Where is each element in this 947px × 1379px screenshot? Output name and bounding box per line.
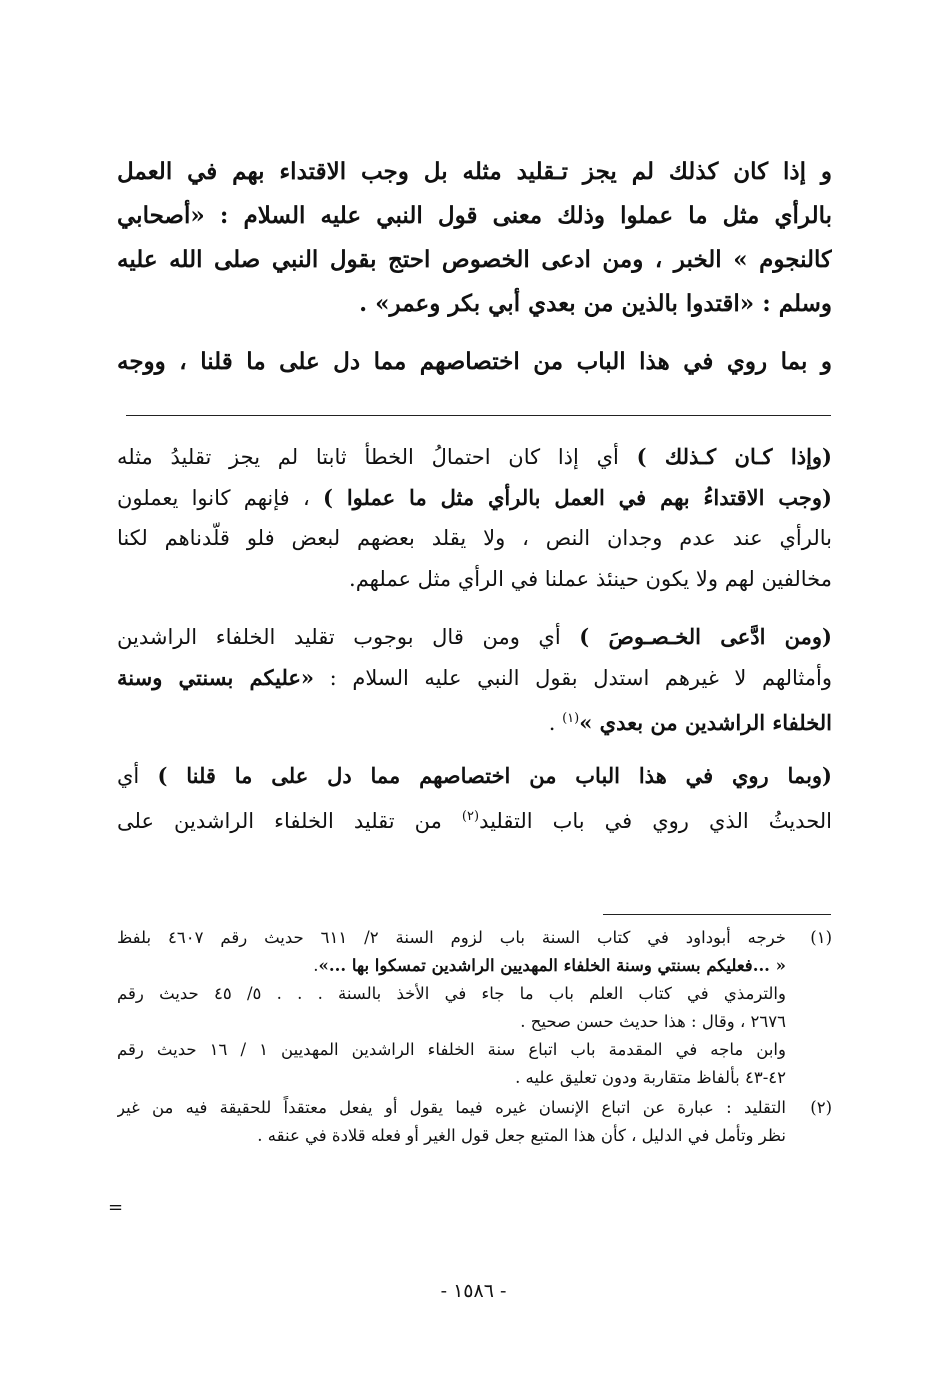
commentary-line bbox=[117, 698, 832, 739]
commentary-paragraph-3 bbox=[117, 755, 832, 837]
commentary-text: الحديثُ الذي روي في باب التقليد bbox=[479, 809, 832, 833]
hadith-quote: « ...فعليكم بسنتي وسنة الخلفاء المهديين الراشدين تمسكوا بها ...» bbox=[318, 956, 786, 975]
footnote-line bbox=[117, 1094, 832, 1122]
footnote-divider bbox=[603, 914, 831, 915]
commentary-text: أي ومن قال بوجوب تقليد الخلفاء الراشدين bbox=[117, 625, 580, 649]
commentary-text: أي إذا كان احتمالُ الخطأ ثابتا لم يجز تقليدُ مثله bbox=[117, 445, 637, 469]
continuation-mark: = bbox=[108, 1197, 124, 1218]
commentary bbox=[117, 436, 832, 837]
quoted-phrase: (وبما روي في هذا الباب من اختصاصهم مما دل على ما قلنا ) bbox=[157, 763, 832, 788]
commentary-text: . bbox=[548, 711, 563, 735]
commentary-text: من تقليد الخلفاء الراشدين على bbox=[117, 809, 462, 833]
footnote-number: (٢) bbox=[810, 1098, 832, 1117]
main-text-divider bbox=[126, 415, 831, 416]
commentary-line bbox=[117, 477, 832, 518]
footnote-text: خرجه أبوداود في كتاب السنة باب لزوم السنة ٢/ ٦١١ حديث رقم ٤٦٠٧ بلفظ bbox=[117, 928, 786, 947]
footnote-1 bbox=[117, 924, 832, 1092]
commentary-line bbox=[117, 796, 832, 837]
footnote-line: وابن ماجه في المقدمة باب اتباع سنة الخلفاء الراشدين المهديين ١ / ١٦ حديث رقم bbox=[117, 1040, 786, 1059]
quoted-phrase: (وجب الاقتداءُ بهم في العمل بالرأي مثل ما عملوا ) bbox=[323, 485, 832, 510]
hadith-quote: «عليكم بسنتي وسنة bbox=[117, 665, 315, 690]
commentary-text: وأمثالهم لا غيرهم استدل بقول النبي عليه السلام : bbox=[314, 666, 832, 690]
footnote-line bbox=[117, 924, 832, 952]
main-line-1: و إذا كان كذلك لم يجز تـقليد مثله بل وجب الاقتداء بهم في العمل bbox=[117, 158, 832, 185]
footnote-line: ٢٦٧٦ ، وقال : هذا حديث حسن صحيح . bbox=[520, 1012, 786, 1031]
footnote-line: والترمذي في كتاب العلم باب ما جاء في الأخذ بالسنة . . . ٥/ ٤٥ حديث رقم bbox=[117, 984, 786, 1003]
commentary-line bbox=[117, 657, 832, 698]
footnote-ref-2[interactable]: (٢) bbox=[461, 809, 480, 824]
hadith-quote: الخلفاء الراشدين من بعدي » bbox=[579, 710, 832, 735]
main-line-5: و بما روي في هذا الباب من اختصاصهم مما دل على ما قلنا ، ووجه bbox=[117, 348, 832, 375]
quoted-phrase: (وإذا كـان كـذلك ) bbox=[636, 444, 832, 469]
footnotes bbox=[117, 924, 832, 1150]
main-line-2: بالرأي مثل ما عملوا وذلك معنى قول النبي عليه السلام : «أصحابي bbox=[117, 202, 832, 229]
main-text bbox=[117, 150, 832, 384]
main-line-3: كالنجوم » الخبر ، ومن ادعى الخصوص احتج بقول النبي صلى الله عليه bbox=[117, 246, 832, 273]
commentary-line bbox=[117, 436, 832, 477]
footnote-line: نظر وتأمل في الدليل ، كأن هذا المتبع جعل قول الغير أو فعله قلادة في عنقه . bbox=[257, 1126, 786, 1145]
commentary-text: ، فإنهم كانوا يعملون bbox=[117, 486, 324, 510]
quoted-phrase: (ومن ادَّعى الخـصـوصَ ) bbox=[579, 624, 832, 649]
page-number: - ١٥٨٦ - bbox=[440, 1280, 507, 1302]
commentary-paragraph-2 bbox=[117, 616, 832, 739]
footnote-2 bbox=[117, 1094, 832, 1150]
footnote-line: ٤٢-٤٣ بألفاظ متقاربة ودون تعليق عليه . bbox=[515, 1068, 786, 1087]
commentary-line: بالرأي عند عدم وجدان النص ، ولا يقلد بعضهم لبعض فلو قلّدناهم لكنا bbox=[117, 526, 832, 550]
footnote-text: . bbox=[313, 956, 319, 975]
footnote-number: (١) bbox=[810, 928, 832, 947]
footnote-text: التقليد : عبارة عن اتباع الإنسان غيره فيما يقول أو يفعل معتقداً للحقيقة فيه من غير bbox=[117, 1098, 786, 1117]
footnote-ref-1[interactable]: (١) bbox=[562, 711, 580, 726]
main-line-4: وسلم : «اقتدوا بالذين من بعدي أبي بكر وعمر» . bbox=[359, 290, 832, 317]
footnote-line bbox=[117, 952, 832, 980]
commentary-text: أي bbox=[117, 764, 158, 788]
commentary-line bbox=[117, 755, 832, 796]
commentary-paragraph-1 bbox=[117, 436, 832, 600]
commentary-line: مخالفين لهم ولا يكون حينئذ عملنا في الرأي مثل عملهم. bbox=[349, 567, 832, 591]
commentary-line bbox=[117, 616, 832, 657]
